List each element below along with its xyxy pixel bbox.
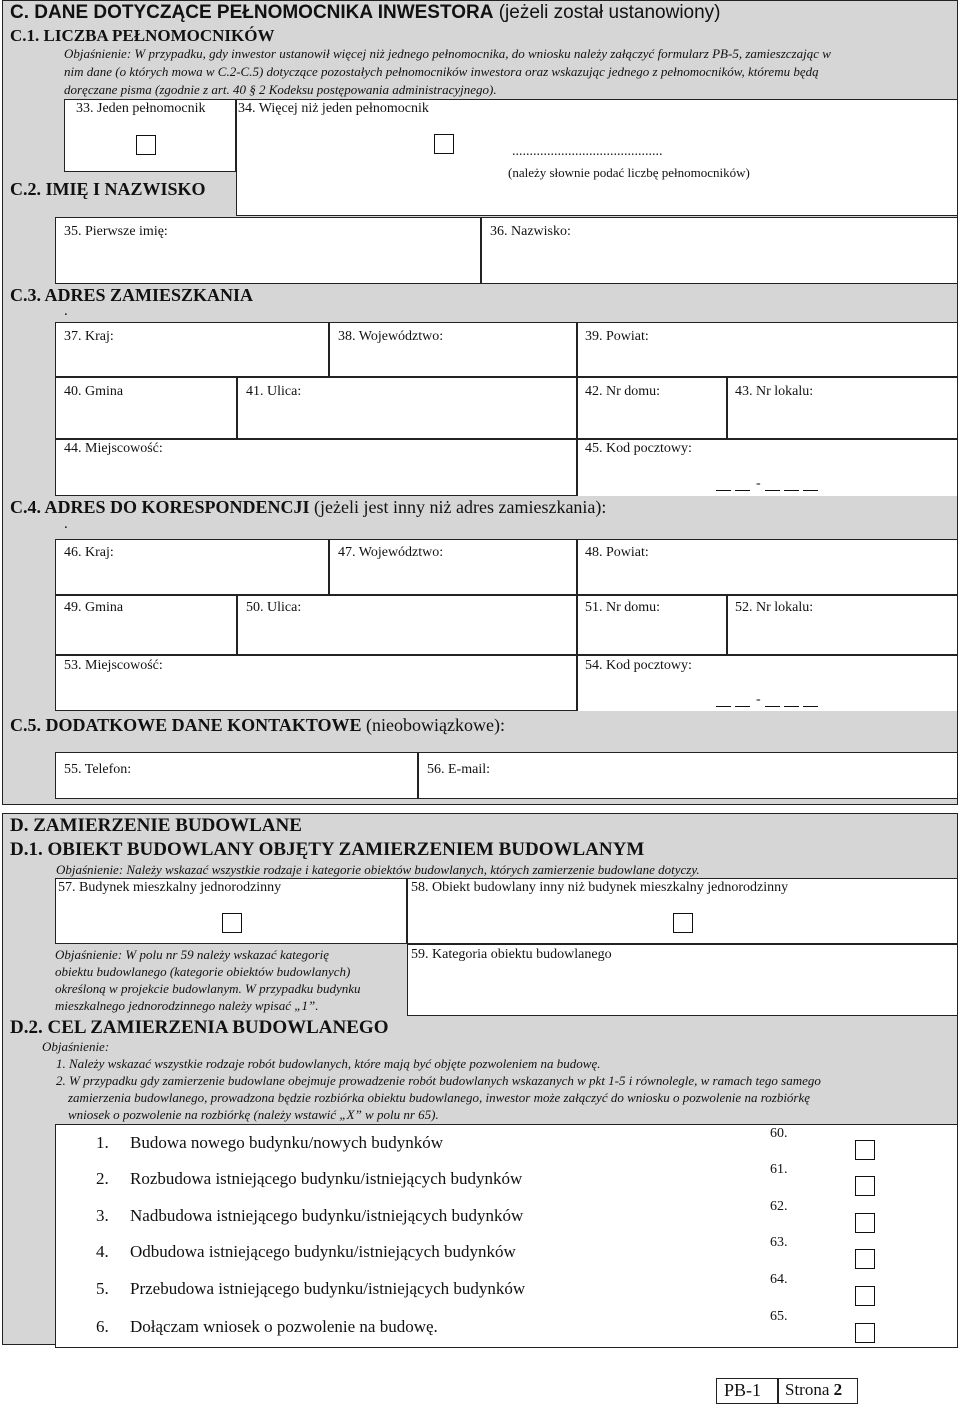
d1-explanation: Objaśnienie: Należy wskazać wszystkie rodzaje i kategorie obiektów budowlanych, których zamierzenie budowlane dotyczy. xyxy=(56,862,700,877)
field-59-label: 59. Kategoria obiektu budowlanego xyxy=(411,947,612,962)
goal-number: 1. xyxy=(96,1133,109,1152)
c1-explanation-2: nim dane (o których mowa w C.2-C.5) dotyczące pozostałych pełnomocników inwestora oraz wskazując jednego z pełnomocników, któremu będą xyxy=(64,64,819,79)
c5-title-note: (nieobowiązkowe): xyxy=(366,715,505,735)
goal-field-number: 61. xyxy=(770,1162,788,1177)
goal-label: Budowa nowego budynku/nowych budynków xyxy=(130,1133,444,1152)
field-39-label: 39. Powiat: xyxy=(585,329,649,344)
field-34-count-hint: (należy słownie podać liczbę pełnomocników) xyxy=(508,165,750,180)
field-33-checkbox[interactable] xyxy=(136,135,156,155)
field-53-label: 53. Miejscowość: xyxy=(64,658,163,673)
field-42-label: 42. Nr domu: xyxy=(585,384,661,399)
c1-explanation-1: Objaśnienie: W przypadku, gdy inwestor ustanowił więcej niż jednego pełnomocnika, do wniosku należy załączyć formularz PB-5, zamieszczając w xyxy=(64,46,831,61)
goal-number: 5. xyxy=(96,1279,109,1298)
field-48-label: 48. Powiat: xyxy=(585,545,649,560)
field-41-label: 41. Ulica: xyxy=(246,384,302,399)
c1-title: C.1. LICZBA PEŁNOMOCNIKÓW xyxy=(10,26,275,45)
field-34-checkbox[interactable] xyxy=(434,134,454,154)
field-59-explanation-4: mieszkalnego jednorodzinnego należy wpisać „1”. xyxy=(55,998,319,1013)
field-33-label: 33. Jeden pełnomocnik xyxy=(76,101,206,116)
field-59-explanation-2: obiektu budowlanego (kategorie obiektów budowlanych) xyxy=(55,964,351,979)
postcode-separator: - xyxy=(756,476,761,491)
field-57-checkbox[interactable] xyxy=(222,913,242,933)
d2-explanation-2b: zamierzenia budowlanego, prowadzona będzie rozbiórka obiektu budowlanego, inwestor może załączyć do wniosku o pozwolenie na rozbiórkę xyxy=(68,1090,811,1105)
field-55-label: 55. Telefon: xyxy=(64,762,132,777)
goal-number: 4. xyxy=(96,1242,109,1261)
field-57-label: 57. Budynek mieszkalny jednorodzinny xyxy=(58,880,282,895)
d2-explanation-2c: wniosek o pozwolenie na rozbiórkę (należy wstawić „X” w polu nr 65). xyxy=(68,1107,439,1122)
c3-title: C.3. ADRES ZAMIESZKANIA xyxy=(10,285,254,305)
goal-field-number: 63. xyxy=(770,1235,788,1250)
field-35-label: 35. Pierwsze imię: xyxy=(64,224,168,239)
field-40-label: 40. Gmina xyxy=(64,384,124,399)
goal-label: Rozbudowa istniejącego budynku/istniejących budynków xyxy=(130,1169,523,1188)
field-59-explanation-3: określoną w projekcie budowlanym. W przypadku budynku xyxy=(55,981,361,996)
goal-number: 6. xyxy=(96,1317,109,1336)
c1-explanation-3: doręczane pisma (zgodnie z art. 40 § 2 Kodeksu postępowania administracyjnego). xyxy=(64,82,497,97)
field-38-label: 38. Województwo: xyxy=(338,329,444,344)
field-58-label: 58. Obiekt budowlany inny niż budynek mieszkalny jednorodzinny xyxy=(411,880,789,895)
field-60-checkbox[interactable] xyxy=(855,1140,875,1160)
section-c-title-note: (jeżeli został ustanowiony) xyxy=(498,2,721,23)
field-45-label: 45. Kod pocztowy: xyxy=(585,441,692,456)
d2-explanation-2a: 2. W przypadku gdy zamierzenie budowlane obejmuje prowadzenie robót budowlanych wskazanych w pkt 1-5 i równolegle, w ramach tego samego xyxy=(56,1073,821,1088)
field-36-label: 36. Nazwisko: xyxy=(490,224,571,239)
goal-label: Nadbudowa istniejącego budynku/istniejących budynków xyxy=(130,1206,524,1225)
goal-number: 3. xyxy=(96,1206,109,1225)
field-64-checkbox[interactable] xyxy=(855,1286,875,1306)
goal-field-number: 64. xyxy=(770,1272,788,1287)
field-44-label: 44. Miejscowość: xyxy=(64,441,163,456)
c3-dot: . xyxy=(64,303,68,319)
section-d-title: D. ZAMIERZENIE BUDOWLANE xyxy=(10,815,302,836)
c2-title: C.2. IMIĘ I NAZWISKO xyxy=(10,179,206,199)
goal-label: Odbudowa istniejącego budynku/istniejących budynków xyxy=(130,1242,516,1261)
goal-field-number: 65. xyxy=(770,1309,788,1324)
postcode-separator: - xyxy=(756,692,761,707)
field-56-label: 56. E-mail: xyxy=(427,762,490,777)
footer-page xyxy=(785,1381,842,1400)
section-c-title xyxy=(10,3,721,24)
c4-title xyxy=(10,498,606,518)
field-50-label: 50. Ulica: xyxy=(246,600,302,615)
field-62-checkbox[interactable] xyxy=(855,1213,875,1233)
field-65-checkbox[interactable] xyxy=(855,1323,875,1343)
goal-field-number: 60. xyxy=(770,1126,788,1141)
field-56-cell xyxy=(418,752,958,799)
d1-title: D.1. OBIEKT BUDOWLANY OBJĘTY ZAMIERZENIEM BUDOWLANYM xyxy=(10,839,645,860)
field-63-checkbox[interactable] xyxy=(855,1249,875,1269)
footer-form-code: PB-1 xyxy=(724,1380,762,1400)
field-51-label: 51. Nr domu: xyxy=(585,600,661,615)
d2-title: D.2. CEL ZAMIERZENIA BUDOWLANEGO xyxy=(10,1017,389,1038)
c4-title-note: (jeżeli jest inny niż adres zamieszkania): xyxy=(314,497,607,517)
field-34-label: 34. Więcej niż jeden pełnomocnik xyxy=(238,101,429,116)
field-47-label: 47. Województwo: xyxy=(338,545,444,560)
c4-dot: . xyxy=(64,516,68,532)
d2-explanation-1: 1. Należy wskazać wszystkie rodzaje robót budowlanych, które mają być objęte pozwoleniem na budowę. xyxy=(56,1056,601,1071)
field-46-label: 46. Kraj: xyxy=(64,545,114,560)
field-58-checkbox[interactable] xyxy=(673,913,693,933)
goal-label: Dołączam wniosek o pozwolenie na budowę. xyxy=(130,1317,438,1336)
goal-label: Przebudowa istniejącego budynku/istniejących budynków xyxy=(130,1279,526,1298)
c5-title-text: C.5. DODATKOWE DANE KONTAKTOWE xyxy=(10,715,362,735)
field-52-label: 52. Nr lokalu: xyxy=(735,600,814,615)
c5-title xyxy=(10,716,505,736)
goals-table xyxy=(55,1124,958,1348)
field-61-checkbox[interactable] xyxy=(855,1176,875,1196)
goal-field-number: 62. xyxy=(770,1199,788,1214)
goal-number: 2. xyxy=(96,1169,109,1188)
c4-title-text: C.4. ADRES DO KORESPONDENCJI xyxy=(10,497,310,517)
field-34-count-input[interactable]: ........................................... xyxy=(512,144,663,159)
field-49-label: 49. Gmina xyxy=(64,600,124,615)
d2-explanation-label: Objaśnienie: xyxy=(42,1039,110,1054)
footer-page-label: Strona xyxy=(785,1380,830,1399)
field-43-label: 43. Nr lokalu: xyxy=(735,384,814,399)
field-37-label: 37. Kraj: xyxy=(64,329,114,344)
footer-page-number: 2 xyxy=(833,1380,843,1399)
field-59-explanation-1: Objaśnienie: W polu nr 59 należy wskazać kategorię xyxy=(55,947,330,962)
section-c-title-text: C. DANE DOTYCZĄCE PEŁNOMOCNIKA INWESTORA xyxy=(10,2,494,23)
field-54-label: 54. Kod pocztowy: xyxy=(585,658,692,673)
